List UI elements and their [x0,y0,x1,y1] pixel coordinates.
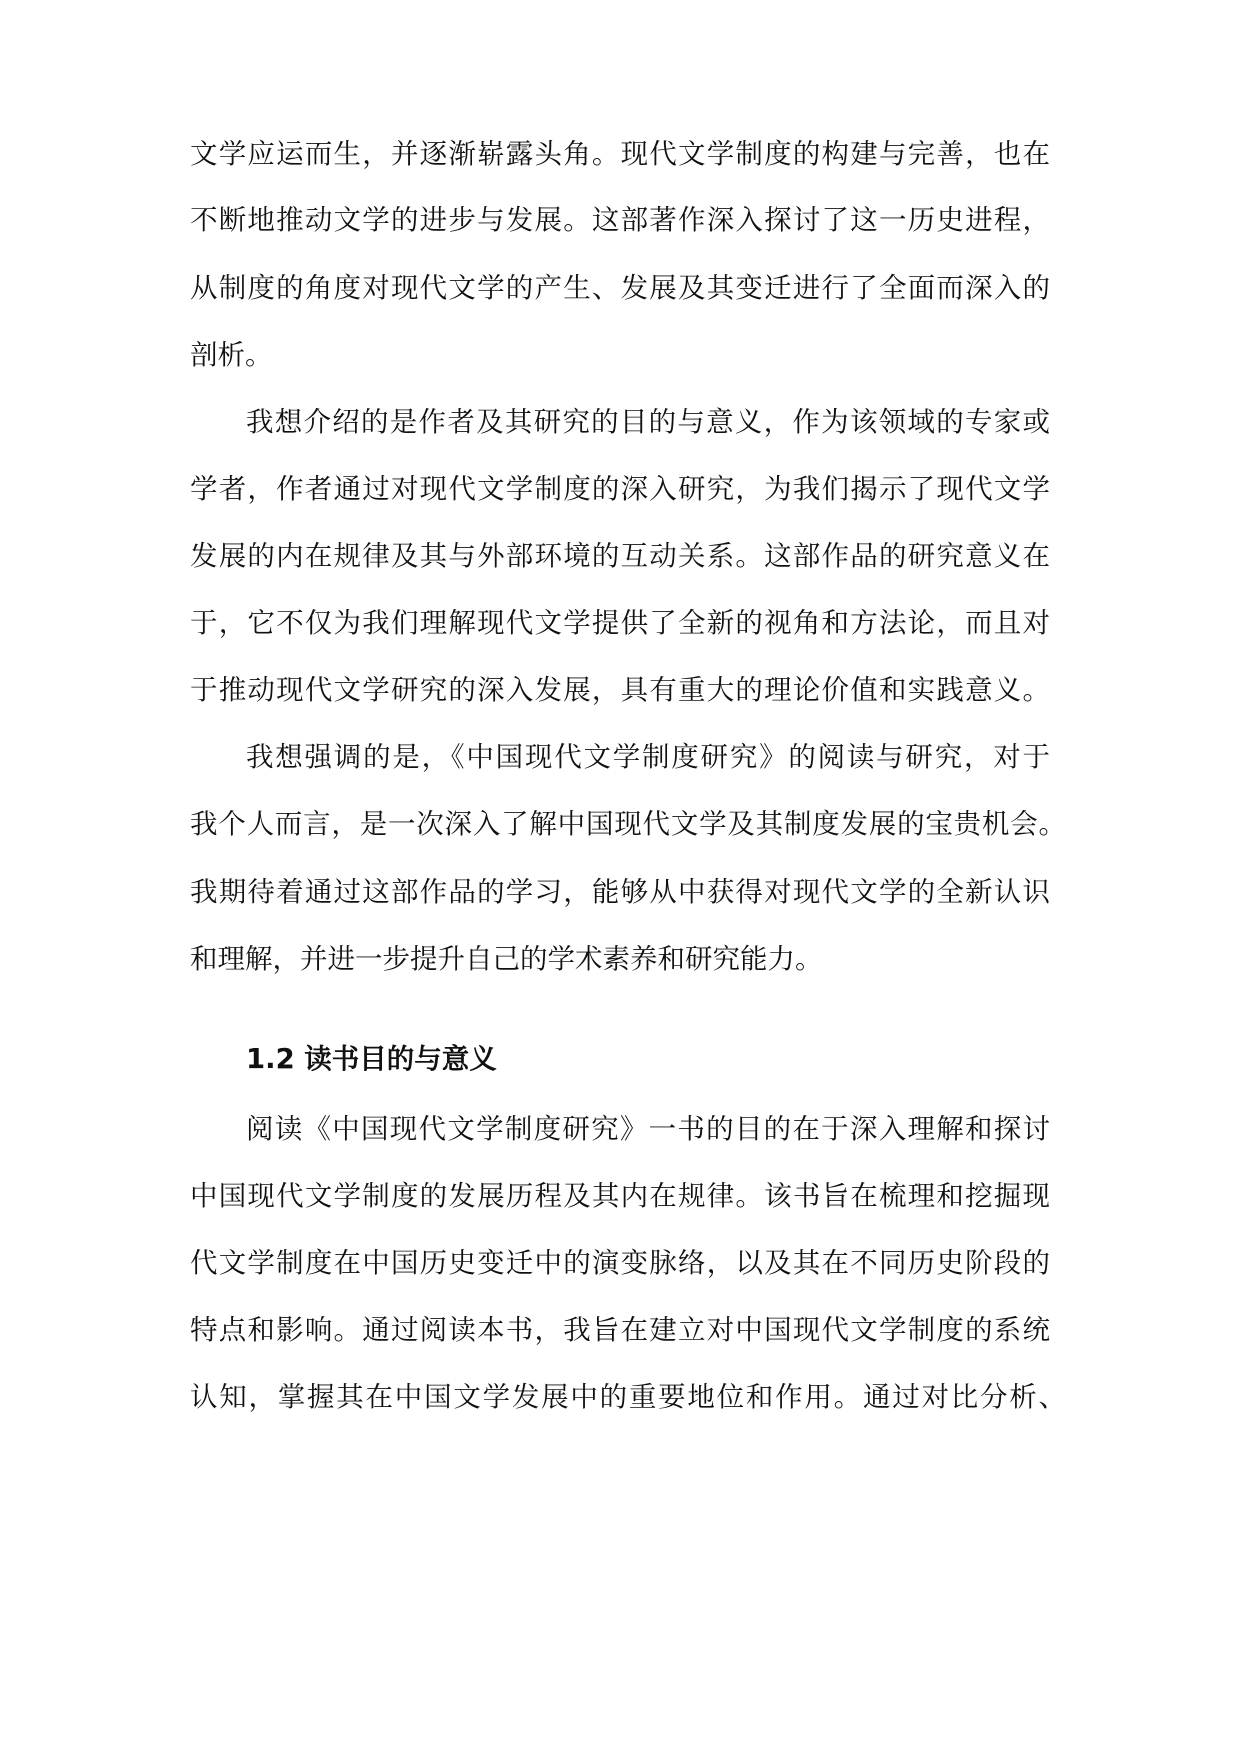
paragraph-3-line-3: 我期待着通过这部作品的学习，能够从中获得对现代文学的全新认识 [190,876,1050,908]
paragraph-2-line-2: 学者，作者通过对现代文学制度的深入研究，为我们揭示了现代文学 [190,473,1050,505]
section-heading: 1.2 读书目的与意义 [246,1043,497,1075]
paragraph-4-line-3: 代文学制度在中国历史变迁中的演变脉络，以及其在不同历史阶段的 [190,1247,1050,1279]
paragraph-4-line-4: 特点和影响。通过阅读本书，我旨在建立对中国现代文学制度的系统 [190,1314,1050,1346]
paragraph-2-line-3: 发展的内在规律及其与外部环境的互动关系。这部作品的研究意义在 [190,540,1050,572]
paragraph-4-line-1: 阅读《中国现代文学制度研究》一书的目的在于深入理解和探讨 [246,1113,1050,1145]
paragraph-2-line-5: 于推动现代文学研究的深入发展，具有重大的理论价值和实践意义。 [190,674,1050,706]
paragraph-1-line-4: 剖析。 [190,339,273,371]
paragraph-3-line-2: 我个人而言，是一次深入了解中国现代文学及其制度发展的宝贵机会。 [190,808,1066,840]
paragraph-4-line-5: 认知，掌握其在中国文学发展中的重要地位和作用。通过对比分析、 [190,1381,1066,1413]
paragraph-1-line-3: 从制度的角度对现代文学的产生、发展及其变迁进行了全面而深入的 [190,272,1050,304]
paragraph-2-line-4: 于，它不仅为我们理解现代文学提供了全新的视角和方法论，而且对 [190,607,1050,639]
paragraph-1-line-2: 不断地推动文学的进步与发展。这部著作深入探讨了这一历史进程， [190,204,1050,236]
paragraph-3-line-4: 和理解，并进一步提升自己的学术素养和研究能力。 [190,943,823,975]
paragraph-4-line-2: 中国现代文学制度的发展历程及其内在规律。该书旨在梳理和挖掘现 [190,1180,1050,1212]
paragraph-1-line-1: 文学应运而生，并逐渐崭露头角。现代文学制度的构建与完善，也在 [190,138,1050,170]
paragraph-2-line-1: 我想介绍的是作者及其研究的目的与意义，作为该领域的专家或 [246,406,1050,438]
paragraph-3-line-1: 我想强调的是，《中国现代文学制度研究》的阅读与研究，对于 [246,741,1050,773]
